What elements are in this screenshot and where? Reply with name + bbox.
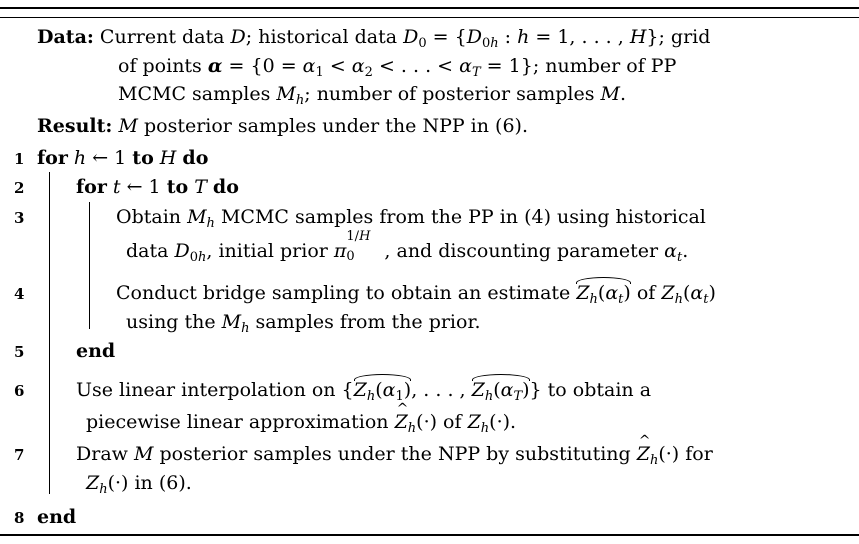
step-3-line-b: data $D_{0h}$, initial prior π 1/H 0 , and discounting parameter $\alpha_t$. [126,229,689,265]
data-line-3: MCMC samples $M_h$; number of posterior samples M. [118,83,627,108]
step-4-line-b: using the $M_h$ samples from the prior. [126,311,481,336]
step-3-line-a: Obtain $M_h$ MCMC samples from the PP in (4) using historical [116,206,706,231]
scope-bar-inner [89,202,90,329]
data-line-1: Data: Current data D; historical data $D_0 = \{D_{0h}$ : h = 1, . . . , H}; grid [37,26,711,51]
line-number-1: 1 [14,150,25,168]
end-inner-line: end [76,340,116,362]
top-rule [0,7,859,9]
line-number-3: 3 [14,209,25,227]
line-number-7: 7 [14,446,25,464]
header-rule [0,17,859,18]
step-6-line-b: piecewise linear approximation Z $\^{}_h(\cdot)$ of $Z_h(\cdot)$. [86,413,516,435]
bottom-rule [0,534,859,536]
line-number-4: 4 [14,285,25,303]
step-7-line-a: Draw M posterior samples under the NPP by substituting Z $\^{}_h(\cdot)$ for [76,445,713,467]
line-number-5: 5 [14,343,25,361]
line-number-8: 8 [14,509,25,527]
scope-bar-outer [49,172,50,494]
end-outer-line: end [37,506,77,528]
data-line-2: of points $\alpha = \{0 = \alpha_1 < \alpha_2$ < . . . < $\alpha_T = 1$}; number of PP [118,55,677,80]
for-outer-line: for h ← 1 to H do [37,147,209,169]
result-line: Result: M posterior samples under the NPP in (6). [37,115,528,137]
step-6-line-a: Use linear interpolation on {$Z_h(\alpha_1)$, . . . , $Z_h(\alpha_T)$} to obtain a [76,379,652,404]
line-number-2: 2 [14,179,25,197]
step-4-line-a: Conduct bridge sampling to obtain an estimate $Z_h(\alpha_t)$ of $Z_h(\alpha_t)$ [116,282,716,307]
line-number-6: 6 [14,382,25,400]
for-inner-line: for t ← 1 to T do [76,176,239,198]
step-7-line-b: $Z_h(\cdot)$ in (6). [86,472,192,497]
